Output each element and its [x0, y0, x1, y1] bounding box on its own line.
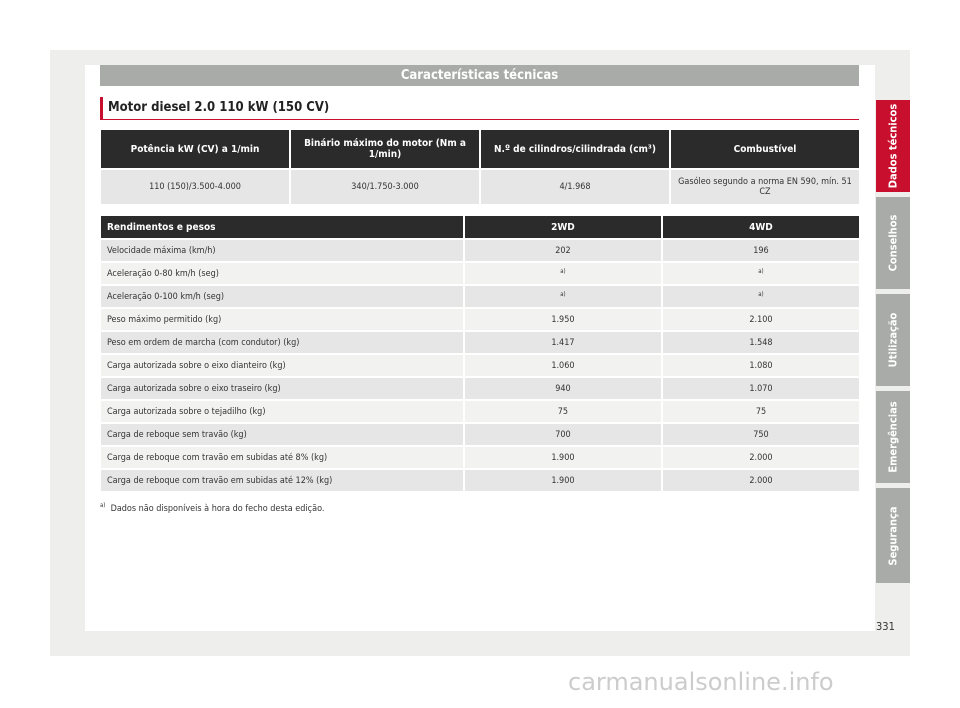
row-label: Velocidade máxima (km/h)	[101, 238, 463, 261]
performance-header-4wd: 4WD	[663, 216, 859, 238]
side-tab-utilizacao[interactable]	[876, 294, 910, 386]
table-row	[101, 307, 859, 330]
table-row	[101, 330, 859, 353]
table-row	[101, 445, 859, 468]
table-row	[101, 468, 859, 491]
row-value-2wd: 202	[465, 238, 661, 261]
row-value-4wd: 196	[663, 238, 859, 261]
row-label: Carga autorizada sobre o eixo dianteiro (kg)	[101, 353, 463, 376]
side-tab-dados-tecnicos[interactable]	[876, 100, 910, 192]
row-value-2wd: 75	[465, 399, 661, 422]
row-label: Carga de reboque com travão em subidas até 8% (kg)	[101, 445, 463, 468]
table-row	[101, 284, 859, 307]
engine-header-power: Potência kW (CV) a 1/min	[101, 130, 289, 168]
table-row	[101, 238, 859, 261]
row-value-4wd: 2.000	[663, 468, 859, 491]
row-value-2wd: 940	[465, 376, 661, 399]
chapter-header: Características técnicas	[100, 65, 859, 86]
row-value-4wd: 1.080	[663, 353, 859, 376]
row-value-2wd: 1.950	[465, 307, 661, 330]
side-tab-label: Segurança	[886, 505, 900, 566]
section-accent-bar	[100, 97, 103, 119]
row-label: Carga autorizada sobre o eixo traseiro (kg)	[101, 376, 463, 399]
page-number: 331	[876, 620, 895, 633]
footnote-text: Dados não disponíveis à hora do fecho desta edição.	[110, 504, 325, 514]
table-row	[101, 376, 859, 399]
row-value-2wd: 700	[465, 422, 661, 445]
section-title-rule	[100, 119, 859, 120]
footnote-ref: a)	[758, 267, 764, 275]
row-value-4wd	[663, 284, 859, 307]
row-label: Carga de reboque sem travão (kg)	[101, 422, 463, 445]
row-label: Carga de reboque com travão em subidas até 12% (kg)	[101, 468, 463, 491]
table-row	[101, 353, 859, 376]
row-label: Carga autorizada sobre o tejadilho (kg)	[101, 399, 463, 422]
engine-cylinders-value: 4/1.968	[481, 168, 669, 204]
table-row	[101, 261, 859, 284]
row-value-4wd	[663, 261, 859, 284]
side-tab-emergencias[interactable]	[876, 391, 910, 483]
side-tab-label: Conselhos	[886, 214, 900, 272]
performance-header-label: Rendimentos e pesos	[101, 216, 463, 238]
table-row	[101, 422, 859, 445]
row-value-2wd: 1.417	[465, 330, 661, 353]
footnote-marker: a)	[100, 502, 106, 509]
engine-fuel-value: Gasóleo segundo a norma EN 590, mín. 51 CZ	[671, 168, 859, 204]
footnote	[100, 502, 324, 514]
footnote-ref: a)	[560, 290, 566, 298]
row-value-4wd: 750	[663, 422, 859, 445]
side-tab-seguranca[interactable]	[876, 488, 910, 583]
performance-header-row	[101, 216, 859, 238]
row-value-2wd: 1.900	[465, 468, 661, 491]
row-value-2wd: 1.900	[465, 445, 661, 468]
row-value-4wd: 1.070	[663, 376, 859, 399]
watermark: carmanualsonline.info	[568, 668, 834, 696]
performance-header-2wd: 2WD	[465, 216, 661, 238]
row-label: Peso máximo permitido (kg)	[101, 307, 463, 330]
row-label: Peso em ordem de marcha (com condutor) (kg)	[101, 330, 463, 353]
row-value-4wd: 2.100	[663, 307, 859, 330]
footnote-ref: a)	[560, 267, 566, 275]
section-title: Motor diesel 2.0 110 kW (150 CV)	[108, 100, 330, 115]
row-value-4wd: 75	[663, 399, 859, 422]
row-value-2wd	[465, 284, 661, 307]
row-value-2wd	[465, 261, 661, 284]
row-label: Aceleração 0-100 km/h (seg)	[101, 284, 463, 307]
footnote-ref: a)	[758, 290, 764, 298]
engine-table-row	[101, 168, 859, 204]
engine-torque-value: 340/1.750-3.000	[291, 168, 479, 204]
engine-header-cylinders: N.º de cilindros/cilindrada (cm³)	[481, 130, 669, 168]
table-row	[101, 399, 859, 422]
engine-power-value: 110 (150)/3.500-4.000	[101, 168, 289, 204]
engine-header-fuel: Combustível	[671, 130, 859, 168]
performance-weights-table	[99, 216, 861, 491]
row-value-4wd: 1.548	[663, 330, 859, 353]
side-tab-conselhos[interactable]	[876, 197, 910, 289]
side-tab-label: Utilização	[886, 312, 900, 368]
engine-table-header-row	[101, 130, 859, 168]
engine-specs-table	[99, 130, 861, 204]
row-value-4wd: 2.000	[663, 445, 859, 468]
side-tab-label: Emergências	[886, 401, 900, 473]
row-value-2wd: 1.060	[465, 353, 661, 376]
row-label: Aceleração 0-80 km/h (seg)	[101, 261, 463, 284]
side-tab-label: Dados técnicos	[886, 103, 900, 189]
engine-header-torque: Binário máximo do motor (Nm a 1/min)	[291, 130, 479, 168]
